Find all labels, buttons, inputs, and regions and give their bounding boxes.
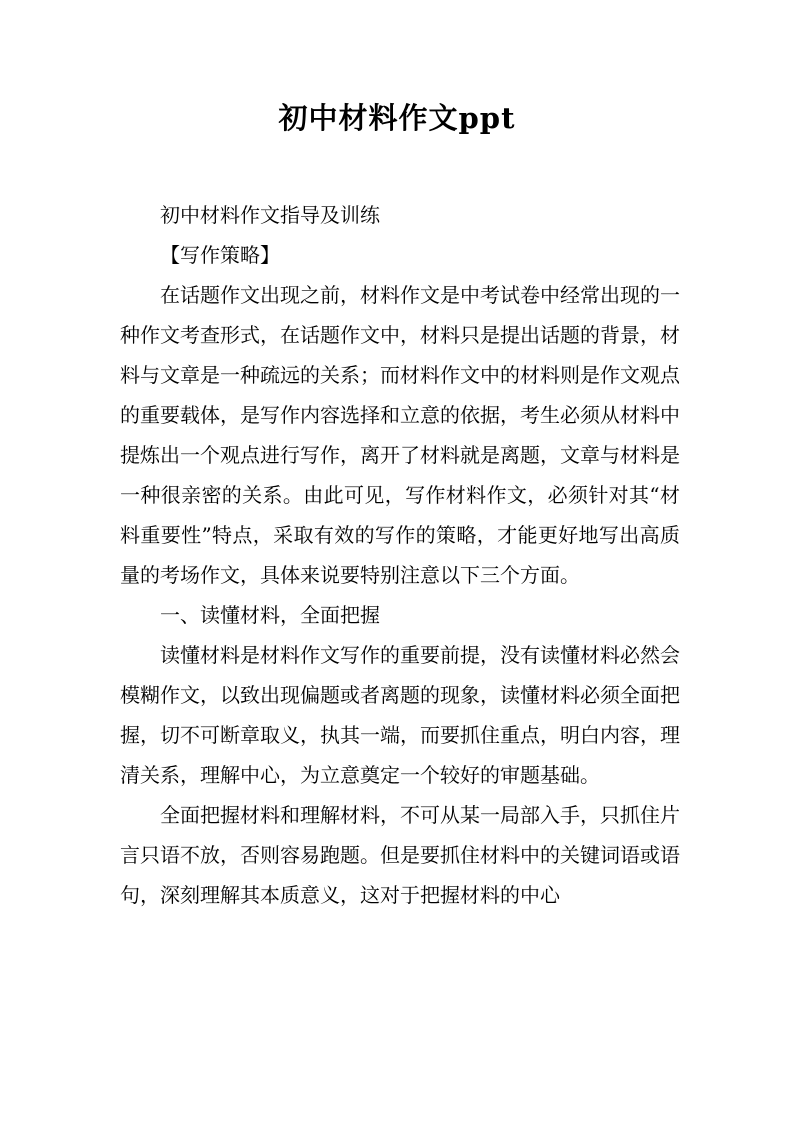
- body-paragraph: 在话题作文出现之前，材料作文是中考试卷中经常出现的一种作文考查形式，在话题作文中，材料只是提出话题的背景，材料与文章是一种疏远的关系；而材料作文中的材料则是作文观点的重要载体，是写作内容选择和立意的依据，考生必须从材料中提炼出一个观点进行写作，离开了材料就是离题，文章与材料是一种很亲密的关系。由此可见，写作材料作文，必须针对其“材料重要性”特点，采取有效的写作的策略，才能更好地写出高质量的考场作文，具体来说要特别注意以下三个方面。: [120, 283, 680, 587]
- body-paragraph: 读懂材料是材料作文写作的重要前提，没有读懂材料必然会模糊作文，以致出现偏题或者离题的现象，读懂材料必须全面把握，切不可断章取义，执其一端，而要抓住重点，明白内容，理清关系，理解中心，为立意奠定一个较好的审题基础。: [120, 643, 680, 787]
- body-paragraph: 全面把握材料和理解材料，不可从某一局部入手，只抓住片言只语不放，否则容易跑题。但是要抓住材料中的关键词语或语句，深刻理解其本质意义，这对于把握材料的中心: [120, 803, 680, 907]
- section-heading-one: 一、读懂材料，全面把握: [160, 603, 380, 627]
- subtitle-paragraph: 初中材料作文指导及训练: [160, 203, 380, 227]
- section-heading-strategy: 【写作策略】: [160, 243, 280, 267]
- document-title: 初中材料作文ppt: [278, 101, 516, 135]
- document-body: [120, 195, 680, 915]
